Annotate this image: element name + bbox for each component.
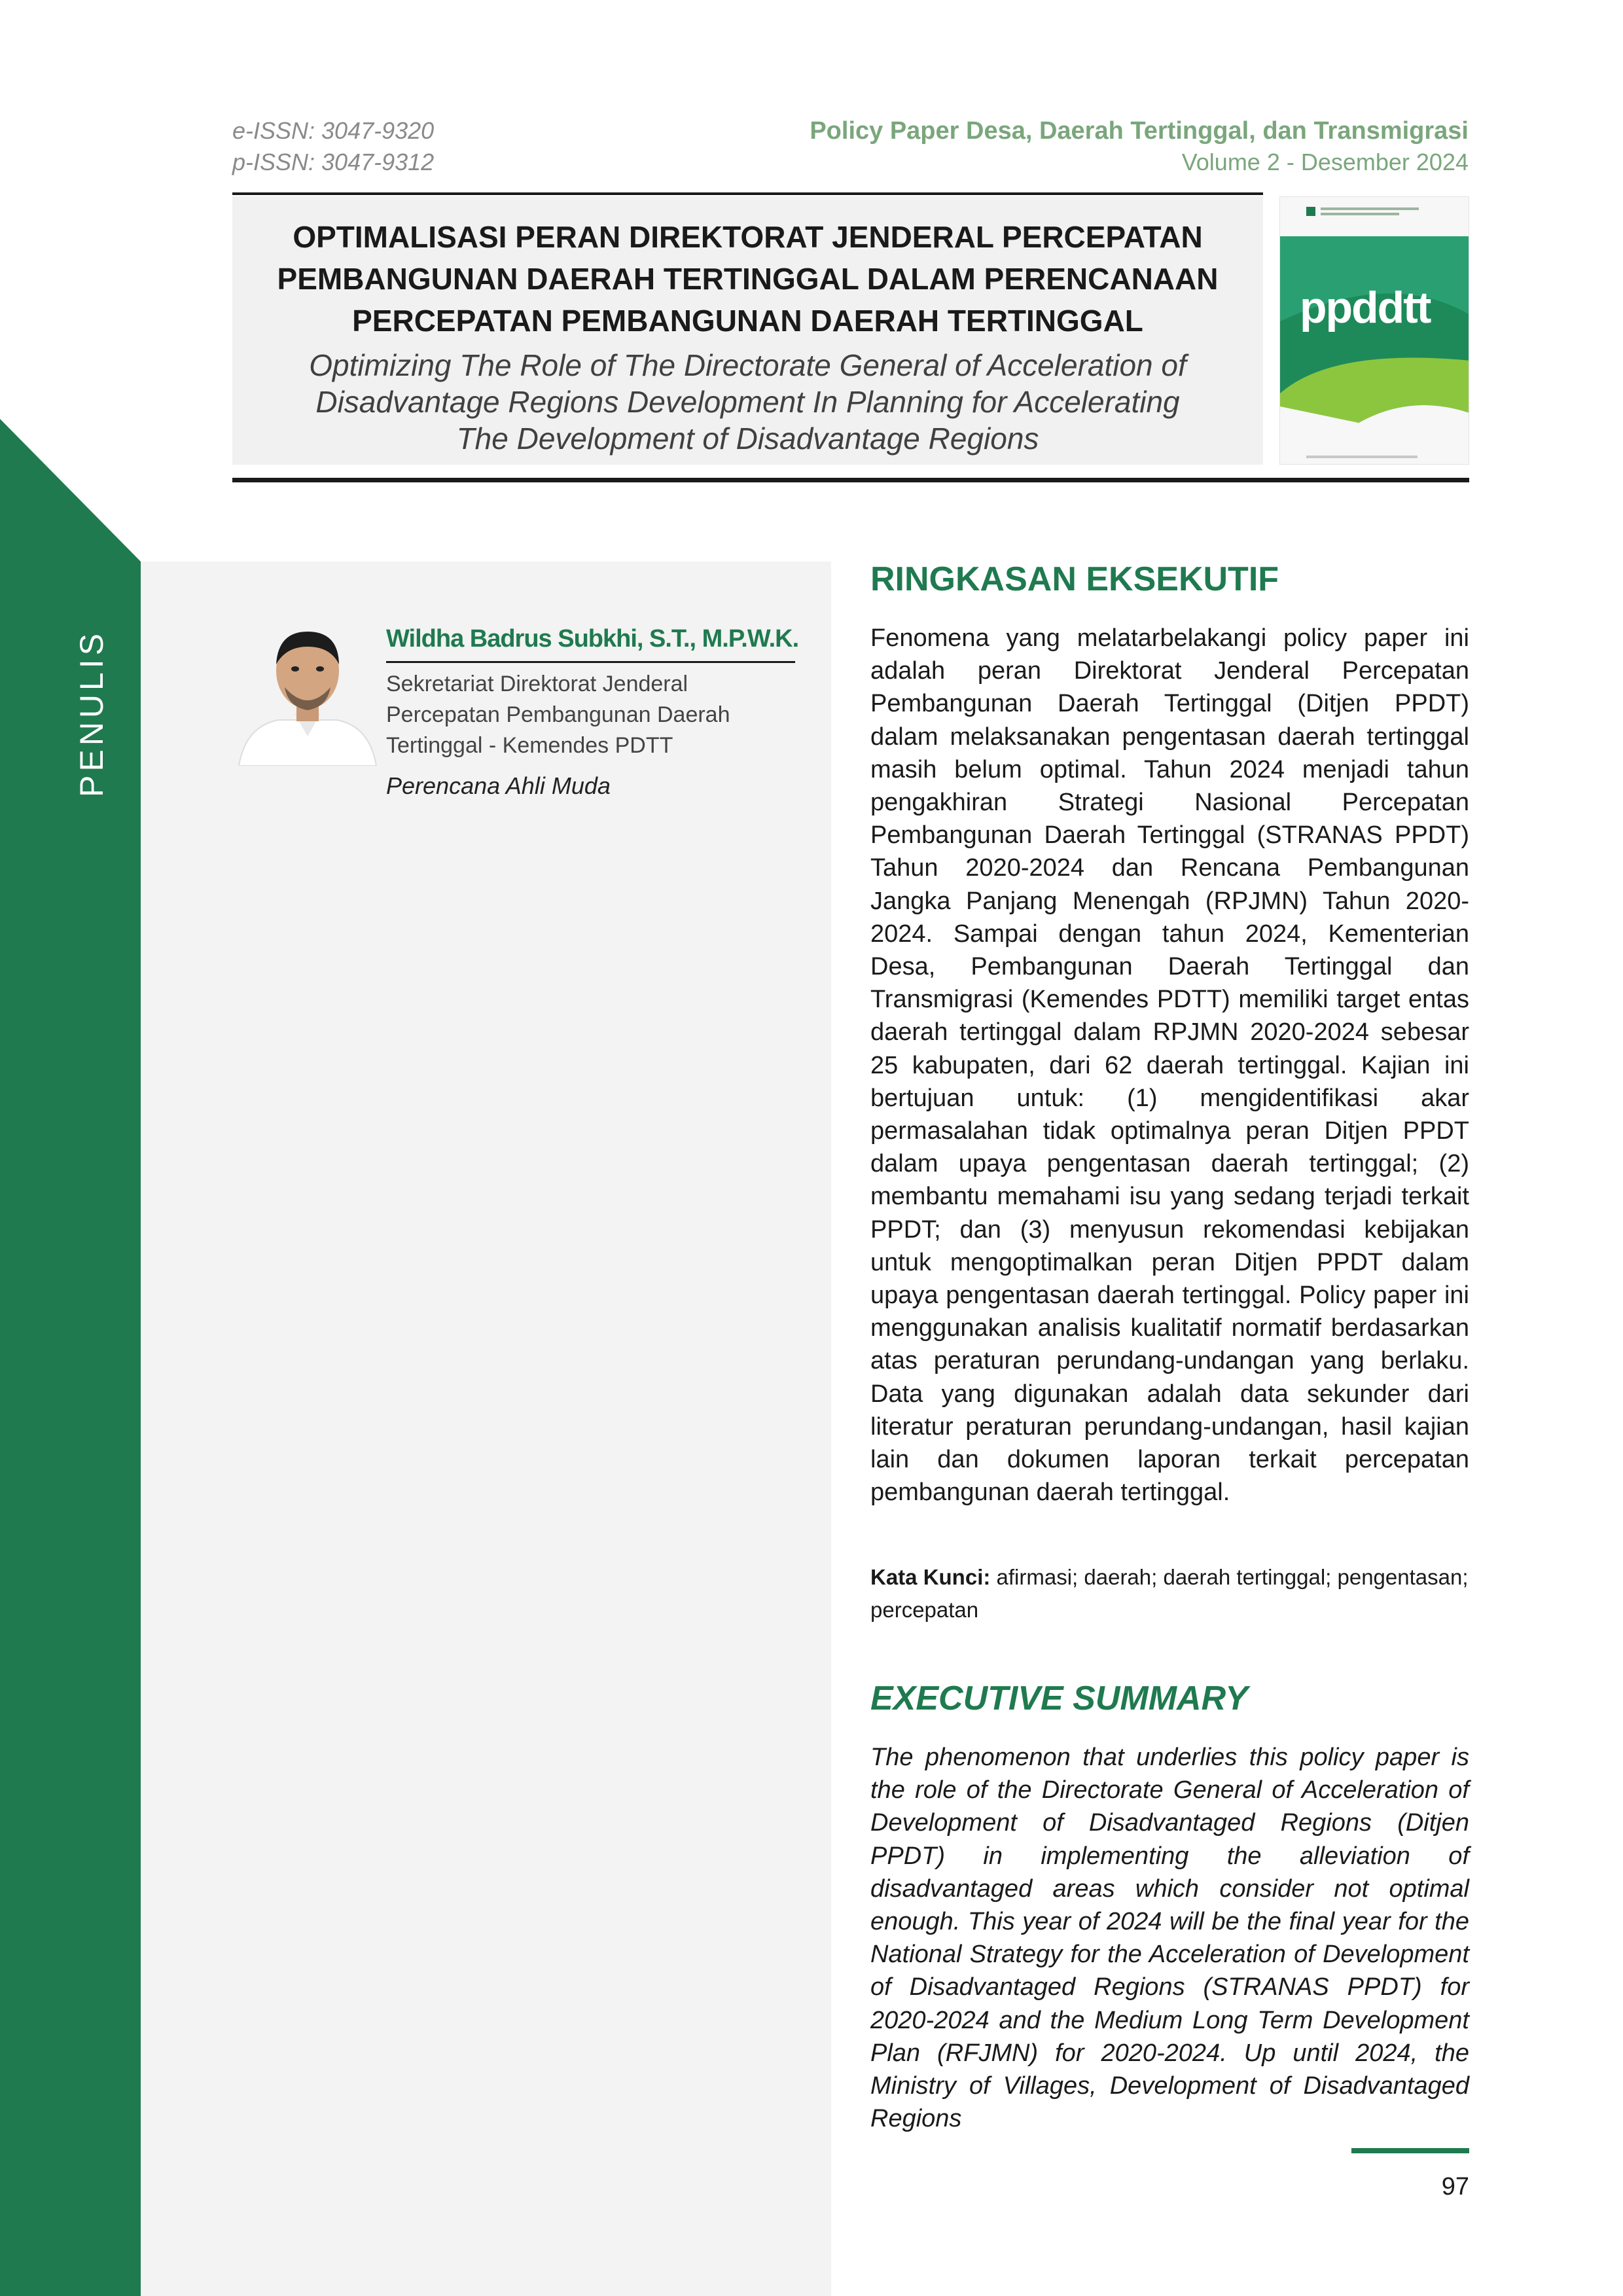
page-number: 97 (1441, 2173, 1469, 2200)
body-executive-summary: The phenomenon that underlies this policy paper is the role of the Directorate General of Acceleration of Development of Disadvantaged Regions (Ditjen PPDT) in implementing the alleviation of disadvantaged areas which consider not optimal enough. This year of 2024 will be the final year for the National Strategy for the Acceleration of Development of Disadvantaged Regions (STRANAS PPDT) for 2020-2024 and the Medium Long Term Development Plan (RFJMN) for 2020-2024. Up until 2024, the Ministry of Villages, Development of Disadvantaged Regions (870, 1744, 1469, 2133)
title-top-rule (232, 192, 1263, 195)
title-english (249, 347, 1247, 457)
heading-executive-summary: EXECUTIVE SUMMARY (870, 1679, 1248, 1717)
keywords-label: Kata Kunci: (870, 1565, 991, 1589)
journal-title: Policy Paper Desa, Daerah Tertinggal, dan Transmigrasi (810, 117, 1469, 145)
title-id-line: PEMBANGUNAN DAERAH TERTINGGAL DALAM PERENCANAAN (277, 262, 1219, 296)
eissn: e-ISSN: 3047-9320 (232, 117, 435, 144)
title-id-line: OPTIMALISASI PERAN DIREKTORAT JENDERAL PERCEPATAN (293, 220, 1203, 254)
issn-block (232, 115, 434, 178)
journal-block (810, 115, 1469, 178)
author-affiliation-line: Sekretariat Direktorat Jenderal (386, 672, 688, 696)
cover-logo: ppddtt (1300, 283, 1431, 332)
sidebar-label: PENULIS (73, 630, 110, 797)
title-en-line: Optimizing The Role of The Directorate General of Acceleration of (309, 348, 1186, 382)
journal-volume: Volume 2 - Desember 2024 (1181, 149, 1469, 175)
author-rule (386, 661, 795, 663)
author-name: Wildha Badrus Subkhi, S.T., M.P.W.K. (386, 625, 799, 653)
heading-ringkasan-eksekutif: RINGKASAN EKSEKUTIF (870, 560, 1279, 598)
title-en-line: Disadvantage Regions Development In Planning for Accelerating (315, 385, 1180, 419)
author-affiliation-line: Percepatan Pembangunan Daerah (386, 702, 730, 727)
author-role: Perencana Ahli Muda (386, 772, 611, 799)
journal-cover-thumbnail (1279, 196, 1469, 465)
pissn: p-ISSN: 3047-9312 (232, 149, 435, 175)
sidebar-band (0, 0, 141, 2296)
author-panel (141, 562, 831, 2296)
author-affiliation (386, 669, 805, 761)
keywords (870, 1561, 1469, 1626)
title-indonesian (249, 216, 1247, 342)
author-avatar (232, 615, 383, 766)
body-ringkasan-eksekutif: Fenomena yang melatarbelakangi policy paper ini adalah peran Direktorat Jenderal Percepatan Pembangunan Daerah Tertinggal (Ditjen PPDT) dalam melaksanakan pengentasan daerah tertinggal masih belum optimal. Tahun 2024 menjadi tahun pengakhiran Strategi Nasional Percepatan Pembangunan Daerah Tertinggal (STRANAS PPDT) Tahun 2020-2024 dan Rencana Pembangunan Jangka Panjang Menengah (RPJMN) Tahun 2020-2024. Sampai dengan tahun 2024, Kementerian Desa, Pembangunan Daerah Tertinggal dan Transmigrasi (Kemendes PDTT) memiliki target entas daerah tertinggal dalam RPJMN 2020-2024 sebesar 25 kabupaten, dari 62 daerah tertinggal. Kajian ini bertujuan untuk: (1) mengidentifikasi akar permasalahan tidak optimalnya peran Ditjen PPDT dalam upaya pengentasan daerah tertinggal; (2) membantu memahami isu yang sedang terjadi terkait PPDT; dan (3) menyusun rekomendasi kebijakan untuk mengoptimalkan peran Ditjen PPDT dalam upaya pengentasan daerah tertinggal. Policy paper ini menggunakan analisis kualitatif normatif berdasarkan atas peraturan perundang-undangan yang berlaku. Data yang digunakan adalah data sekunder dari literatur peraturan perundang-undangan, hasil kajian lain dan dokumen laporan terkait percepatan pembangunan daerah tertinggal. (870, 624, 1469, 1507)
keywords-list: afirmasi; daerah; daerah tertinggal; pengentasan; percepatan (870, 1565, 1469, 1622)
author-affiliation-line: Tertinggal - Kemendes PDTT (386, 733, 673, 758)
title-bottom-rule (232, 478, 1469, 482)
title-en-line: The Development of Disadvantage Regions (456, 422, 1039, 456)
page-number-rule (1351, 2148, 1469, 2153)
title-id-line: PERCEPATAN PEMBANGUNAN DAERAH TERTINGGAL (352, 304, 1143, 338)
